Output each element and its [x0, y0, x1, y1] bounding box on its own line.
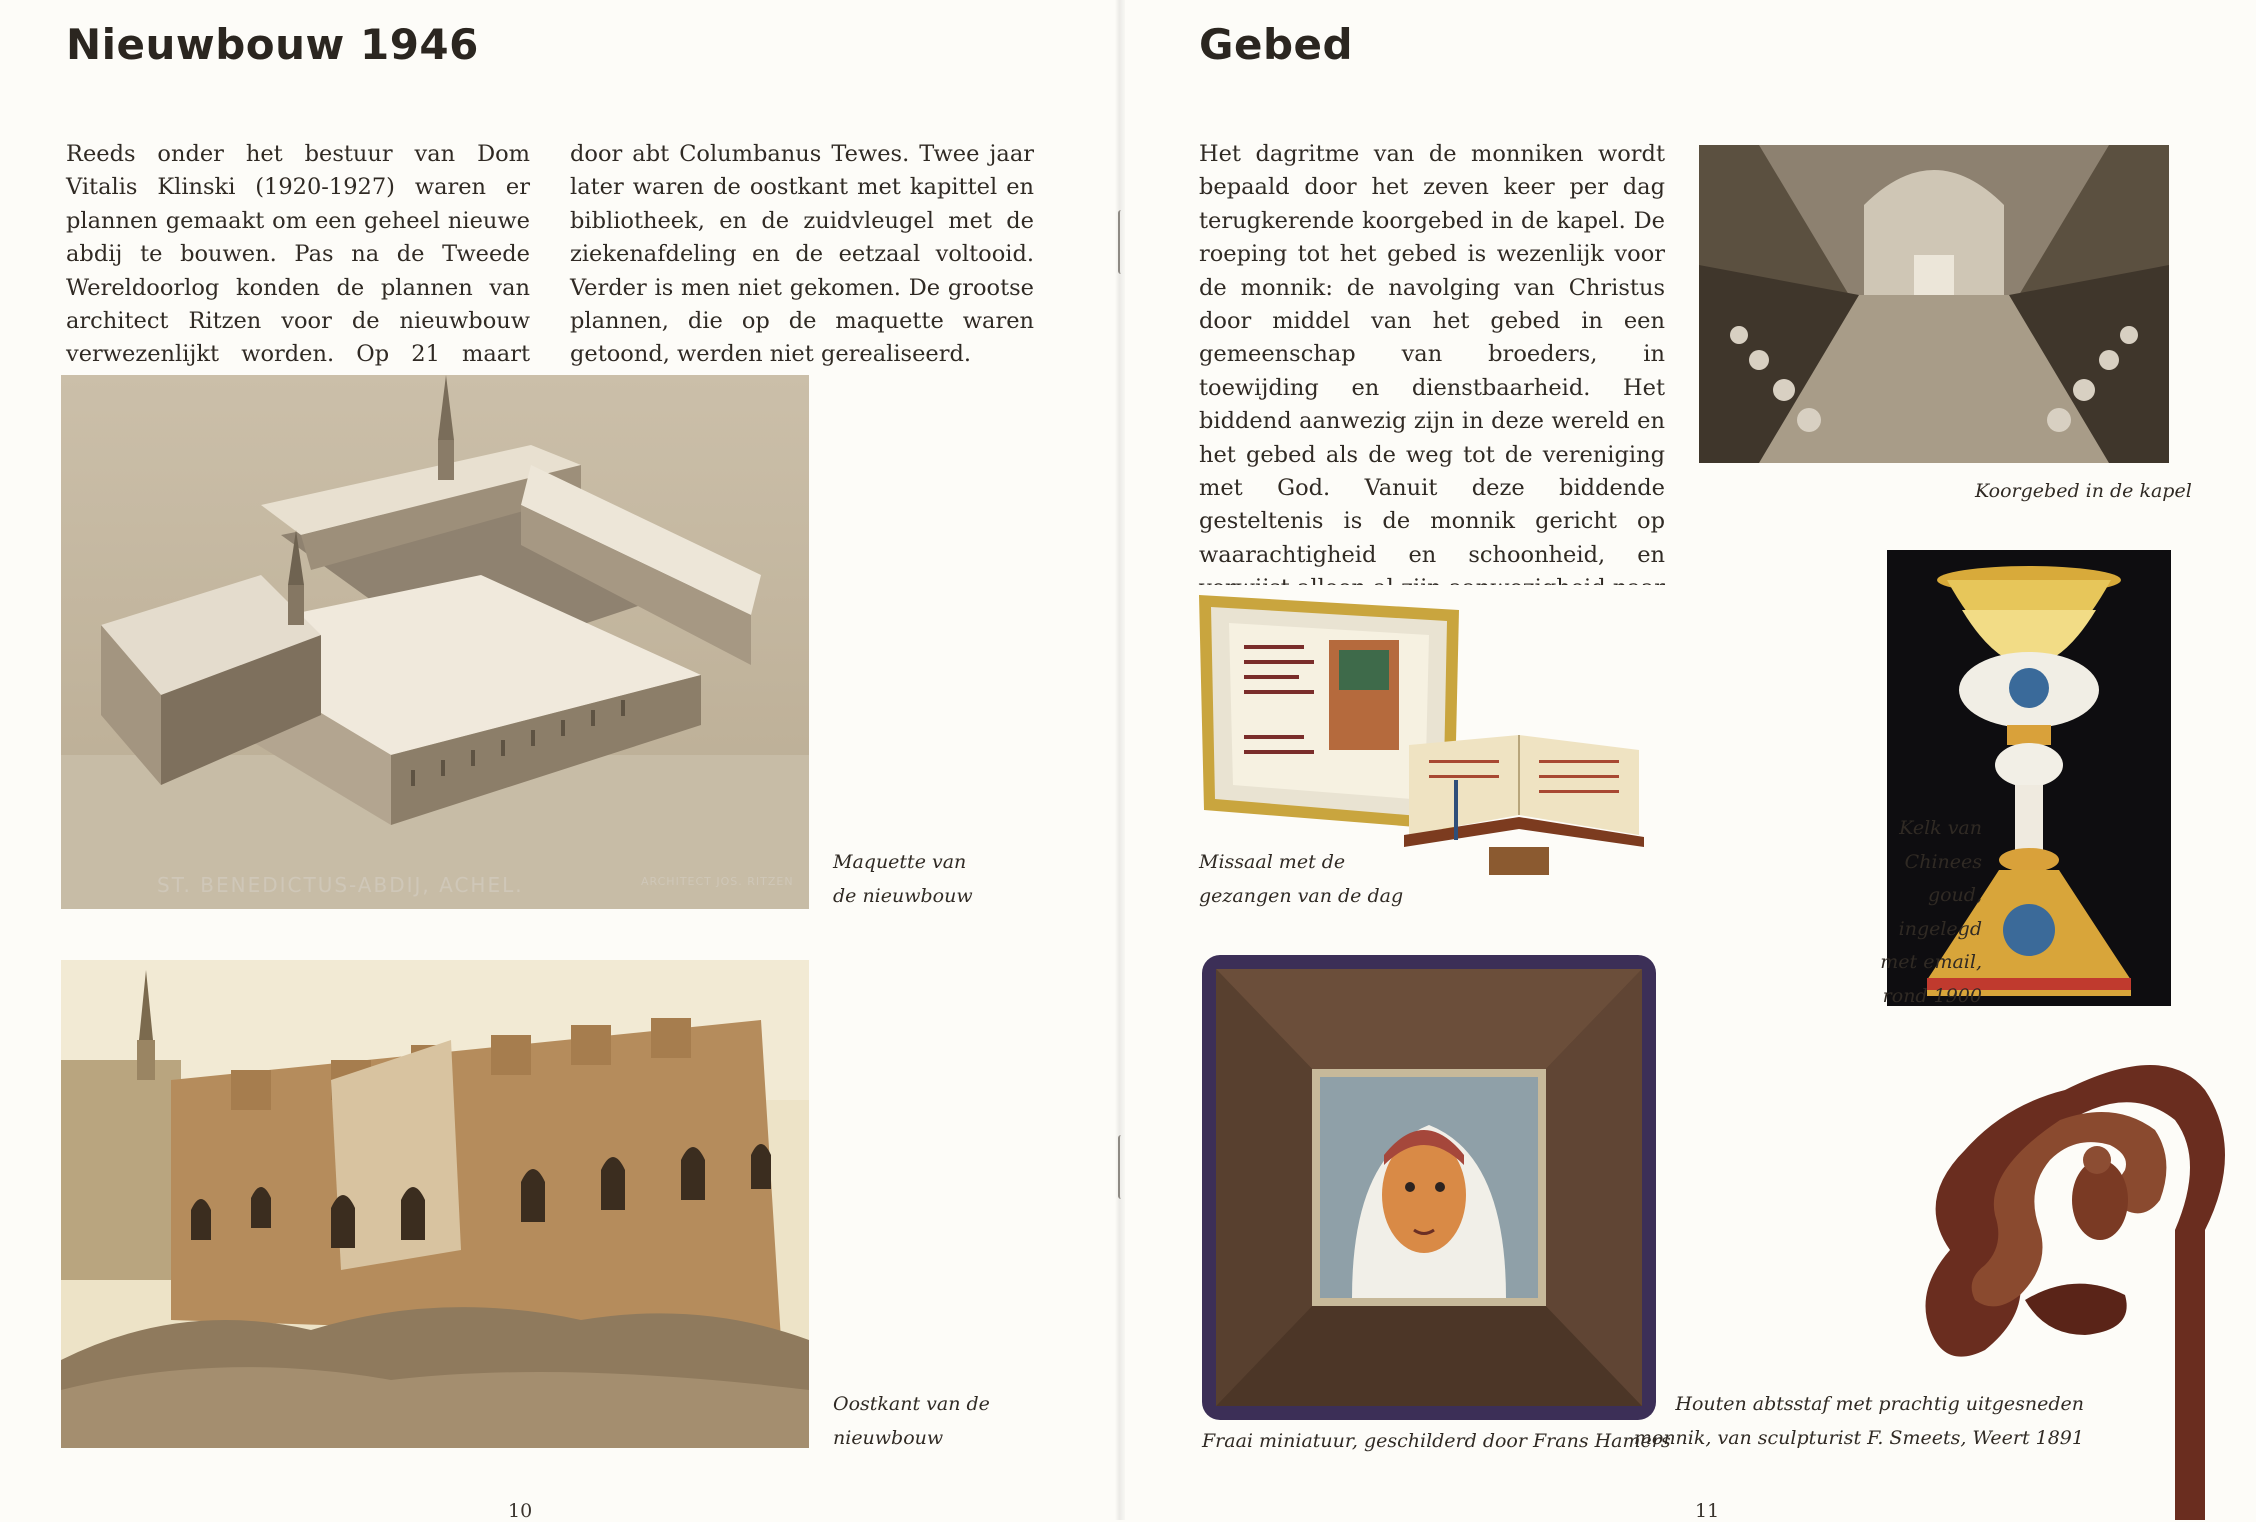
- page-title: Gebed: [1199, 20, 1354, 69]
- missal-photo: [1199, 585, 1759, 875]
- abbot-staff-caption: Houten abtsstaf met prachtig uitgesneden monnik, van sculpturist F. Smeets, Weert 1891: [1633, 1393, 2084, 1449]
- construction-caption: Oostkant van de nieuwbouw: [833, 1393, 990, 1449]
- maquette-label: ST. BENEDICTUS-ABDIJ, ACHEL.: [157, 873, 524, 897]
- page-number: 11: [1695, 1500, 1720, 1522]
- miniature-caption: Fraai miniatuur, geschilderd door Frans Hamers: [1202, 1430, 1671, 1452]
- paragraph-column-1: Reeds onder het bestuur van Dom Vitalis Klinski (1920-1927) waren er plannen gemaakt om een geheel nieuwe abdij te bouwen. Pas na de Tweede Wereldoorlog konden de plannen van architect Ritzen voor de nieuwbouw verwezenlijkt worden. Op 21 maart: [66, 141, 530, 368]
- maquette-architect-label: ARCHITECT JOS. RITZEN: [641, 875, 794, 888]
- construction-photo: [61, 960, 809, 1448]
- page-title: Nieuwbouw 1946: [66, 20, 479, 69]
- paragraph-column-2: door abt Columbanus Tewes. Twee jaar later waren de oostkant met kapittel en bibliotheek, en de zuidvleugel met de ziekenafdeling en de eetzaal voltooid. Verder is men niet gekomen. De grootse plannen, die op de maquette waren getoond, werden niet gerealiseerd.: [570, 141, 1034, 368]
- miniature-photo: [1202, 955, 1656, 1420]
- prayer-paragraph: Het dagritme van de monniken wordt bepaald door het zeven keer per dag terugkerende koorgebed in de kapel. De roeping tot het gebed is wezenlijk voor de monnik: de navolging van Christus door middel van het gebed in een gemeenschap van broeders, in toewijding en dienstbaarheid. Het biddend aanwezig zijn in deze wereld en het gebed als de weg tot de vereniging met God. Vanuit deze biddende gesteltenis is de monnik gericht op waarachtigheid en schoonheid, en: [1199, 141, 1665, 568]
- chalice-caption: Kelk van Chinees goud, ingelegd met email, rond 1900: [1880, 817, 1982, 1007]
- left-page: [0, 0, 1120, 1520]
- chapel-photo: [1699, 145, 2169, 463]
- maquette-photo: [61, 375, 809, 909]
- right-page: [1120, 0, 2256, 1520]
- chapel-caption: Koorgebed in de kapel: [1975, 480, 2192, 502]
- maquette-caption: Maquette van de nieuwbouw: [833, 851, 973, 907]
- page-number: 10: [508, 1500, 533, 1522]
- missal-caption: Missaal met de gezangen van de dag: [1199, 851, 1404, 907]
